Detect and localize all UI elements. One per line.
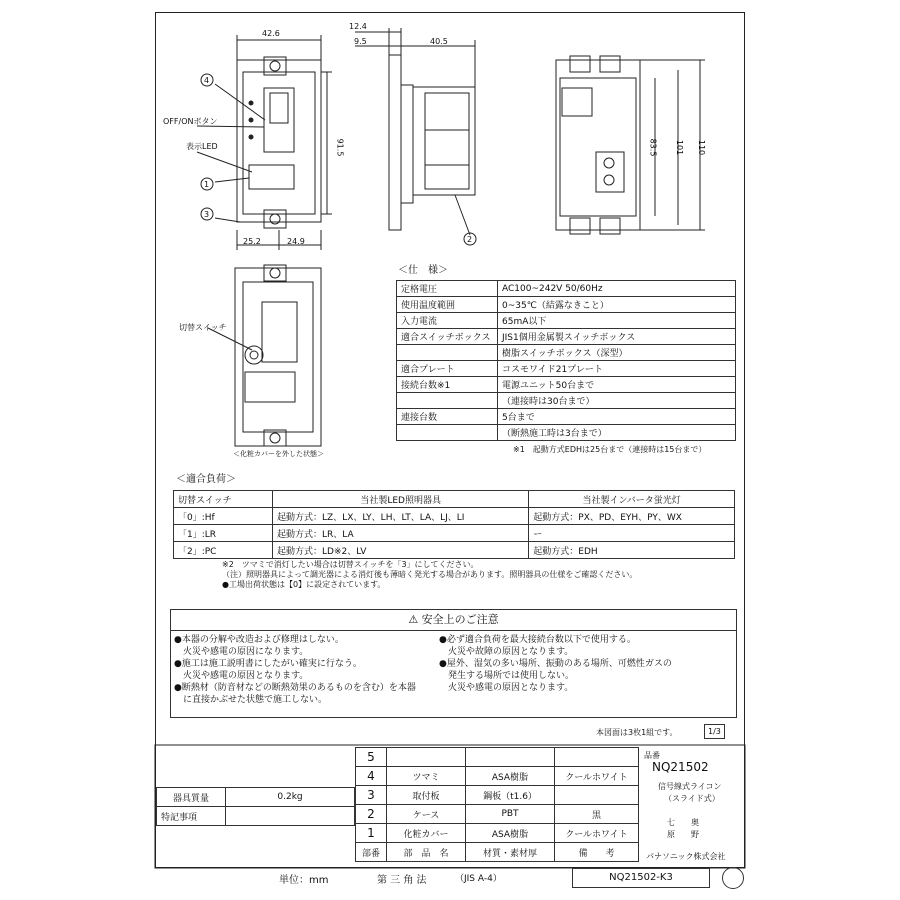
product-name2: （スライド式） — [664, 794, 720, 803]
safety-line: ●本器の分解や改造および修理はしない。 — [174, 635, 344, 645]
part-no: 1 — [356, 824, 387, 843]
dim-back-h2: 101 — [675, 139, 685, 156]
part-no: 2 — [356, 805, 387, 824]
safety-line: ●屋外、湿気の多い場所、振動のある場所、可燃性ガスの — [439, 659, 672, 669]
load-cell: 起動方式：LZ、LX、LY、LH、LT、LA、LJ、LI — [273, 508, 529, 525]
unit-label: 単位：mm — [279, 875, 329, 886]
spec-value: （連接時は30台まで） — [498, 393, 736, 409]
product-sig2: 原 野 — [667, 830, 699, 839]
parts-table — [355, 747, 639, 862]
parts-header-no: 部番 — [356, 843, 387, 862]
switch-view — [208, 265, 321, 446]
part-note — [555, 786, 639, 805]
dim-side-c: 40.5 — [430, 37, 448, 46]
parts-row — [356, 767, 639, 786]
load-row — [174, 508, 735, 525]
part-name: 化粧カバー — [387, 824, 466, 843]
load-cell: 「1」:LR — [174, 525, 273, 542]
parts-row — [356, 786, 639, 805]
dim-right-offset: 24.9 — [287, 237, 305, 246]
dim-side-a: 12.4 — [349, 22, 367, 31]
part-material: ASA樹脂 — [466, 824, 555, 843]
safety-line: ●施工は施工説明書にしたがい確実に行なう。 — [174, 659, 362, 669]
mass-value: 0.2kg — [226, 788, 355, 807]
part-no: 3 — [356, 786, 387, 805]
product-name1: 信号線式ライコン — [658, 782, 722, 791]
spec-value: 樹脂スイッチボックス（深型） — [498, 345, 736, 361]
spec-row — [397, 377, 736, 393]
spec-key: 適合スイッチボックス — [397, 329, 498, 345]
load-row — [174, 525, 735, 542]
parts-header-note: 備 考 — [555, 843, 639, 862]
spec-key: 連接台数 — [397, 409, 498, 425]
spec-value: 電源ユニット50台まで — [498, 377, 736, 393]
spec-row — [397, 425, 736, 441]
callout-3-label: 3 — [204, 210, 210, 219]
dim-left-offset: 25.2 — [243, 237, 261, 246]
part-name: 取付板 — [387, 786, 466, 805]
standard-label: （JIS A-4） — [455, 874, 502, 884]
spec-key — [397, 425, 498, 441]
part-material: PBT — [466, 805, 555, 824]
safety-line: ●必ず適合負荷を最大接続台数以下で使用する。 — [439, 635, 636, 645]
dim-back-h3: 110 — [697, 139, 707, 156]
spec-value: AC100~242V 50/60Hz — [498, 281, 736, 297]
product-sig1: 七 奥 — [667, 818, 699, 827]
callout-1-label: 1 — [204, 180, 210, 189]
product-code: NQ21502 — [652, 760, 709, 774]
spec-value: 5台まで — [498, 409, 736, 425]
spec-value: （断熱施工時は3台まで） — [498, 425, 736, 441]
side-view — [355, 28, 475, 235]
safety-line: 火災や感電の原因となります。 — [439, 683, 574, 693]
load-cell: 起動方式：LD※2、LV — [273, 542, 529, 559]
load-cell: 「2」:PC — [174, 542, 273, 559]
load-cell: 「0」:Hf — [174, 508, 273, 525]
part-note: クールホワイト — [555, 824, 639, 843]
spec-value: コスモワイド21プレート — [498, 361, 736, 377]
load-note: ●工場出荷状態は【0】に設定されています。 — [222, 580, 386, 589]
load-cell: 起動方式：PX、PD、EYH、PY、WX — [529, 508, 735, 525]
product-label: 品番 — [644, 751, 660, 760]
parts-header-mat: 材質・素材厚 — [466, 843, 555, 862]
special-label: 特記事項 — [157, 807, 226, 826]
part-name: ケース — [387, 805, 466, 824]
sheet-page: 1/3 — [704, 724, 725, 739]
load-title: ＜適合負荷＞ — [176, 474, 236, 485]
safety-left — [174, 634, 416, 706]
safety-line: 火災や故障の原因となります。 — [439, 647, 574, 657]
parts-header-name: 部 品 名 — [387, 843, 466, 862]
safety-line: 発生する場所では使用しない。 — [439, 671, 575, 681]
load-header: 切替スイッチ — [174, 491, 273, 508]
switch-label: 切替スイッチ — [179, 323, 227, 332]
spec-row — [397, 313, 736, 329]
dim-front-height: 91.5 — [335, 138, 345, 157]
spec-title: ＜仕 様＞ — [398, 265, 448, 276]
spec-row — [397, 281, 736, 297]
load-note: ※2 ツマミで消灯したい場合は切替スイッチを「3」にしてください。 — [222, 560, 479, 569]
callout-4-label: 4 — [204, 76, 210, 85]
safety-right — [439, 634, 672, 694]
spec-row — [397, 409, 736, 425]
spec-key: 適合プレート — [397, 361, 498, 377]
spec-key: 使用温度範囲 — [397, 297, 498, 313]
load-header: 当社製LED照明器具 — [273, 491, 529, 508]
spec-key: 入力電流 — [397, 313, 498, 329]
spec-value: 0~35℃（結露なきこと） — [498, 297, 736, 313]
safety-line: 火災や感電の原因となります。 — [174, 671, 309, 681]
company: パナソニック株式会社 — [646, 852, 726, 861]
spec-key: 接続台数※1 — [397, 377, 498, 393]
spec-row — [397, 393, 736, 409]
projection-label: 第 三 角 法 — [377, 875, 427, 886]
safety-line: に直接かぶせた状態で施工しない。 — [174, 695, 328, 705]
load-cell: 起動方式：LR、LA — [273, 525, 529, 542]
led-label: 表示LED — [186, 142, 218, 151]
part-name — [387, 748, 466, 767]
load-cell: ー — [529, 525, 735, 542]
revision-circle — [722, 867, 744, 889]
load-table — [173, 490, 735, 559]
offon-label: OFF/ONボタン — [163, 117, 218, 126]
part-note: クールホワイト — [555, 767, 639, 786]
spec-row — [397, 345, 736, 361]
part-no: 4 — [356, 767, 387, 786]
mass-label: 器具質量 — [157, 788, 226, 807]
spec-table — [396, 280, 736, 441]
spec-key — [397, 345, 498, 361]
part-material: 鋼板（t1.6） — [466, 786, 555, 805]
part-material: ASA樹脂 — [466, 767, 555, 786]
safety-box — [170, 609, 737, 718]
sheet-note: 本図面は3枚1組です。 — [596, 728, 678, 737]
load-note: （注）照明器具によって調光器による消灯後も薄暗く発光する場合があります。照明器具の仕様をご確認ください。 — [222, 570, 638, 579]
parts-row — [356, 805, 639, 824]
dim-back-h1: 83.5 — [648, 138, 658, 157]
part-name: ツマミ — [387, 767, 466, 786]
spec-note: ※1 起動方式EDHは25台まで（連接時は15台まで） — [513, 445, 707, 454]
part-note — [555, 748, 639, 767]
cover-note: ＜化粧カバーを外した状態＞ — [233, 450, 324, 458]
spec-row — [397, 361, 736, 377]
part-no: 5 — [356, 748, 387, 767]
spec-key: 定格電圧 — [397, 281, 498, 297]
safety-line: 火災や感電の原因になります。 — [174, 647, 309, 657]
dim-side-b: 9.5 — [354, 37, 367, 46]
spec-value: JIS1個用金属製スイッチボックス — [498, 329, 736, 345]
safety-line: ●断熱材（防音材などの断熱効果のあるものを含む）を本器 — [174, 683, 416, 693]
load-row — [174, 542, 735, 559]
spec-value: 65mA以下 — [498, 313, 736, 329]
spec-key — [397, 393, 498, 409]
drawing-number: NQ21502-K3 — [572, 868, 710, 888]
callout-2-label: 2 — [467, 235, 473, 244]
spec-row — [397, 297, 736, 313]
mass-table — [156, 787, 355, 826]
load-cell: 起動方式：EDH — [529, 542, 735, 559]
parts-row — [356, 824, 639, 843]
spec-row — [397, 329, 736, 345]
dim-front-width: 42.6 — [262, 29, 280, 38]
parts-row — [356, 748, 639, 767]
part-material — [466, 748, 555, 767]
load-header: 当社製インバータ蛍光灯 — [529, 491, 735, 508]
part-note: 黒 — [555, 805, 639, 824]
safety-title: ⚠ 安全上のご注意 — [171, 610, 736, 631]
